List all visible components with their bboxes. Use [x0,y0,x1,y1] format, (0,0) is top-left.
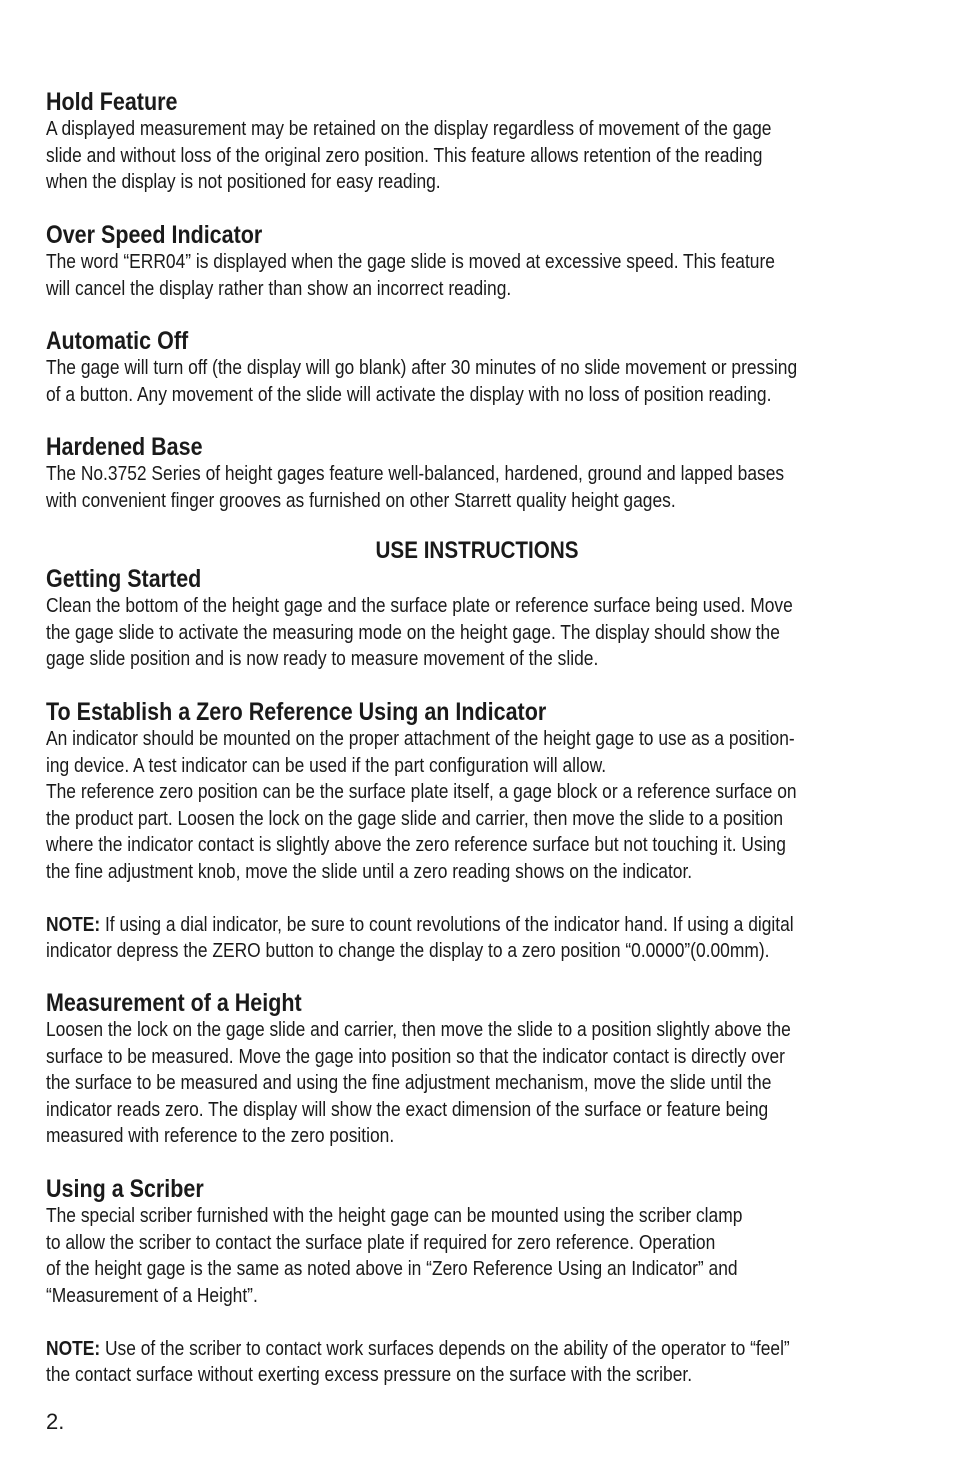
section-hardened-base [46,433,912,514]
body-line: Loosen the lock on the gage slide and carrier, then move the slide to a position slightly above the [46,1019,791,1041]
body-line: Clean the bottom of the height gage and the surface plate or reference surface being used. Move [46,595,793,617]
heading-text: USE INSTRUCTIONS [375,537,579,564]
body-line: An indicator should be mounted on the proper attachment of the height gage to use as a position- [46,728,795,750]
section-body [46,1017,912,1150]
note-label: NOTE: [46,1337,101,1360]
section-body [46,249,912,302]
body-line: when the display is not positioned for easy reading. [46,171,441,193]
section-body [46,726,912,965]
body-line: indicator reads zero. The display will show the exact dimension of the surface or feature being [46,1098,769,1121]
body-line: slide and without loss of the original zero position. This feature allows retention of the reading [46,144,763,167]
section-title: Measurement of a Height [46,989,302,1017]
body-line: The word “ERR04” is displayed when the gage slide is moved at excessive speed. This feature [46,251,775,273]
note-text: If using a dial indicator, be sure to count revolutions of the indicator hand. If using a digital [100,913,794,936]
section-title: Using a Scriber [46,1175,204,1203]
section-title: Hold Feature [46,88,178,116]
body-line: with convenient finger grooves as furnished on other Starrett quality height gages. [46,489,676,512]
body-line: where the indicator contact is slightly above the zero reference surface but not touching it. Using [46,834,786,856]
note-line: indicator depress the ZERO button to change the display to a zero position “0.0000”(0.00mm). [46,940,770,962]
body-line: will cancel the display rather than show an incorrect reading. [46,277,512,300]
section-measurement-height [46,989,912,1150]
section-using-scriber [46,1175,912,1389]
body-line: The special scriber furnished with the height gage can be mounted using the scriber clamp [46,1205,743,1227]
section-automatic-off [46,327,912,408]
body-line: A displayed measurement may be retained on the display regardless of movement of the gage [46,118,772,140]
body-line: to allow the scriber to contact the surface plate if required for zero reference. Operation [46,1231,716,1254]
body-line: “Measurement of a Height”. [46,1284,258,1307]
note-line: the contact surface without exerting excess pressure on the surface with the scriber. [46,1364,693,1386]
section-title: Getting Started [46,565,202,593]
section-title: Automatic Off [46,327,189,355]
body-line: gage slide position and is now ready to measure movement of the slide. [46,648,599,670]
body-line: the fine adjustment knob, move the slide until a zero reading shows on the indicator. [46,860,693,883]
body-line: The gage will turn off (the display will go blank) after 30 minutes of no slide movement or pressing [46,357,798,379]
body-line: the surface to be measured and using the fine adjustment mechanism, move the slide until the [46,1072,772,1094]
body-line: of a button. Any movement of the slide will activate the display with no loss of position reading. [46,383,772,406]
section-getting-started [46,565,912,673]
section-body [46,116,912,196]
section-title: Over Speed Indicator [46,221,263,249]
body-line: The reference zero position can be the surface plate itself, a gage block or a reference surface on [46,781,797,803]
body-line: The No.3752 Series of height gages feature well-balanced, hardened, ground and lapped bases [46,463,785,485]
use-instructions-heading [0,537,954,565]
body-line: the gage slide to activate the measuring mode on the height gage. The display should show the [46,621,780,644]
section-hold-feature [46,88,912,196]
note-line [46,912,912,939]
note-label: NOTE: [46,913,101,936]
section-title: Hardened Base [46,433,203,461]
body-line: the product part. Loosen the lock on the gage slide and carrier, then move the slide to a position [46,807,784,830]
note-text: Use of the scriber to contact work surfaces depends on the ability of the operator to “feel” [100,1337,790,1360]
body-line: measured with reference to the zero position. [46,1125,395,1147]
section-zero-reference [46,698,912,965]
body-line: ing device. A test indicator can be used if the part configuration will allow. [46,754,607,777]
section-over-speed [46,221,912,302]
page-number: 2. [46,1409,65,1434]
section-body [46,461,912,514]
section-title: To Establish a Zero Reference Using an Indicator [46,698,547,726]
section-body [46,1203,912,1389]
section-body [46,355,912,408]
note-line [46,1336,912,1363]
section-body [46,593,912,673]
body-line: surface to be measured. Move the gage into position so that the indicator contact is directly over [46,1045,785,1068]
body-line: of the height gage is the same as noted above in “Zero Reference Using an Indicator” and [46,1258,738,1280]
